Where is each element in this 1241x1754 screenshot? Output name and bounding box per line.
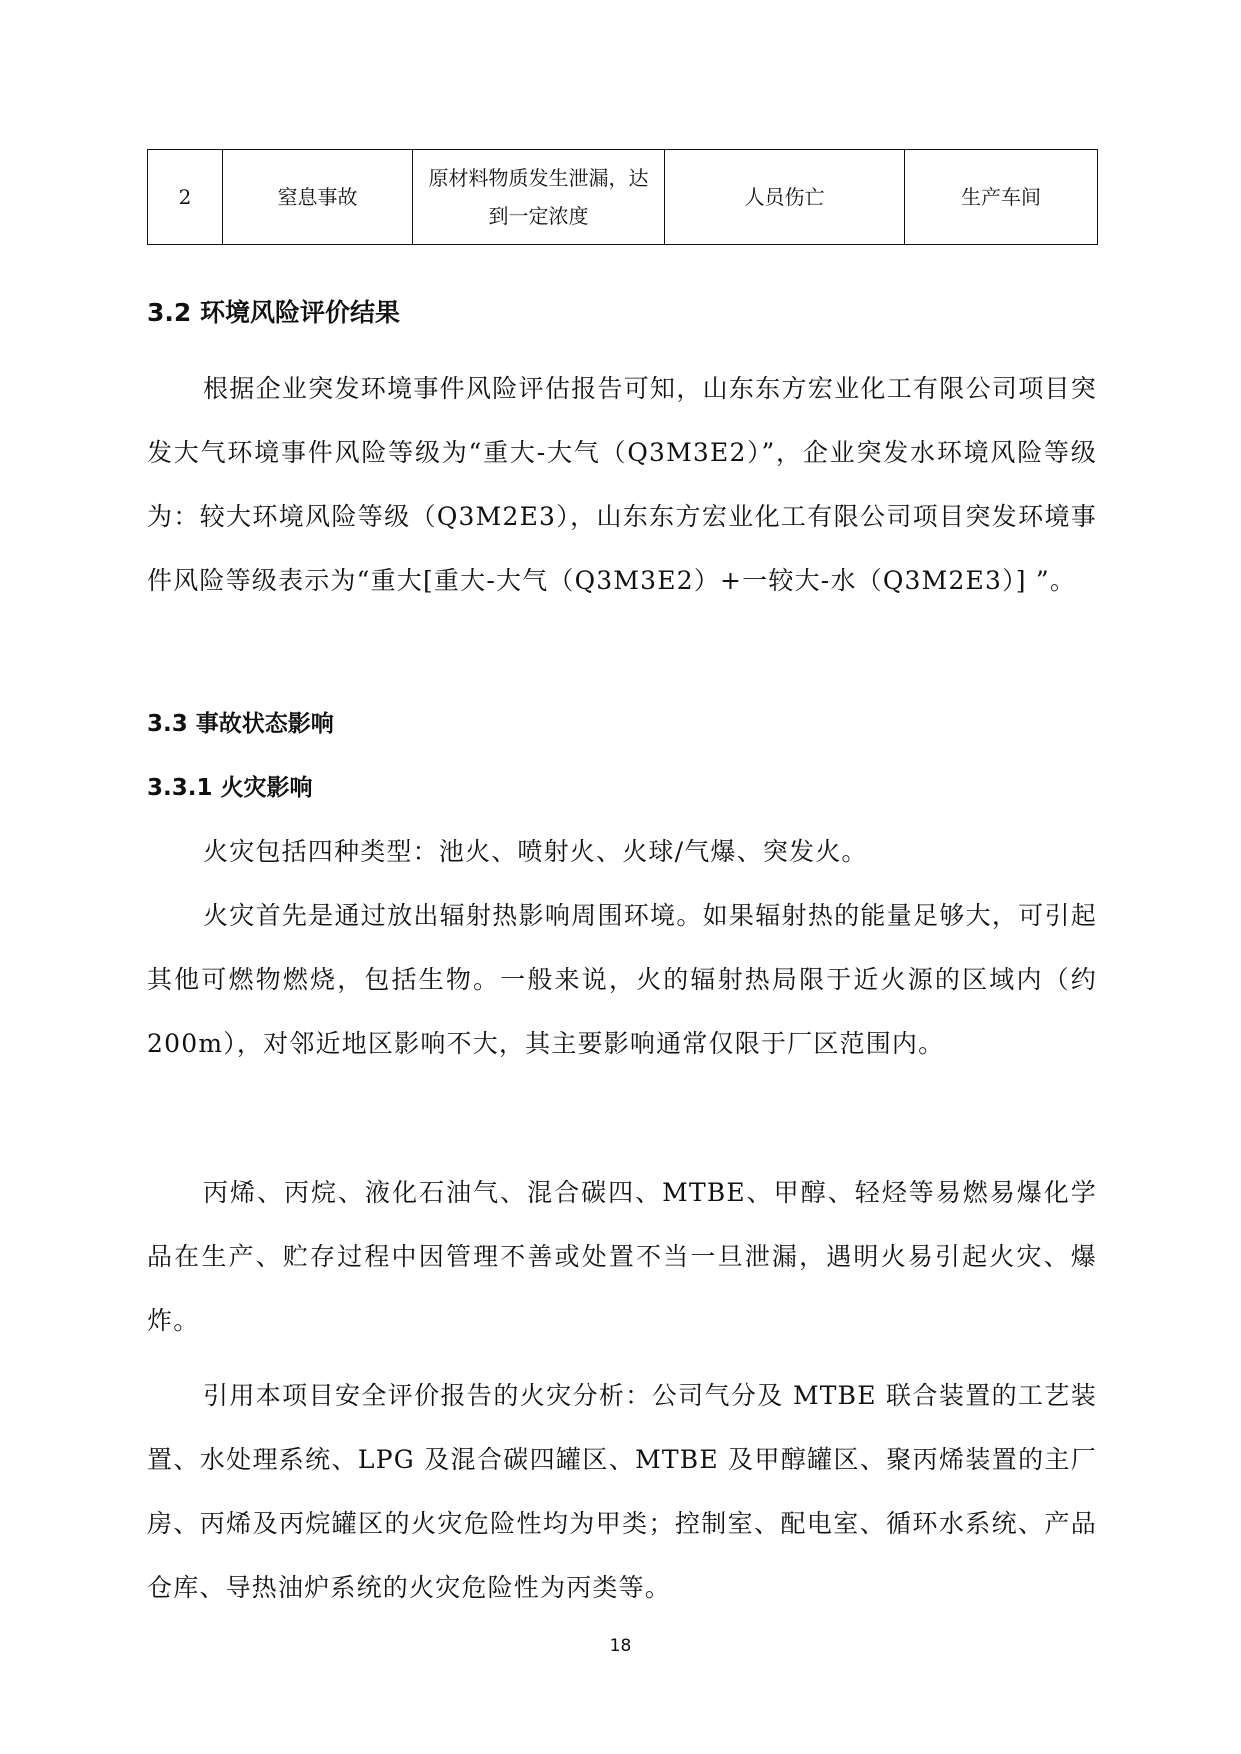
section-heading-3-2: 3.2 环境风险评价结果 bbox=[147, 298, 400, 327]
paragraph-fire-types: 火灾包括四种类型：池火、喷射火、火球/气爆、突发火。 bbox=[203, 837, 868, 866]
paragraph-fire-radiation: 火灾首先是通过放出辐射热影响周围环境。如果辐射热的能量足够大，可引起其他可燃物燃烧，包括生物。一般来说，火的辐射热局限于近火源的区域内（约 200m），对邻近地区影响不大，其主要影响通常仅限于厂区范围内。 bbox=[147, 901, 1097, 1058]
paragraph-risk-result: 根据企业突发环境事件风险评估报告可知，山东东方宏业化工有限公司项目突发大气环境事件风险等级为“重大-大气（Q3M3E2）”，企业突发水环境风险等级为：较大环境风险等级（Q3M2E3），山东东方宏业化工有限公司项目突发环境事件风险等级表示为“重大[重大-大气（Q3M3E2）+一较大-水（Q3M2E3）] ”。 bbox=[147, 374, 1097, 595]
section-heading-3-3-1: 3.3.1 火灾影响 bbox=[147, 775, 313, 801]
table-cell-accident-type: 窒息事故 bbox=[223, 150, 413, 245]
table-cell-no: 2 bbox=[148, 150, 223, 245]
table-row bbox=[148, 150, 1098, 245]
table-cell-consequence: 人员伤亡 bbox=[665, 150, 905, 245]
table-cell-location: 生产车间 bbox=[905, 150, 1098, 245]
paragraph-flammable-chemicals: 丙烯、丙烷、液化石油气、混合碳四、MTBE、甲醇、轻烃等易燃易爆化学品在生产、贮存过程中因管理不善或处置不当一旦泄漏，遇明火易引起火灾、爆炸。 bbox=[147, 1178, 1097, 1335]
risk-table bbox=[147, 149, 1098, 245]
table-cell-cause: 原材料物质发生泄漏，达到一定浓度 bbox=[413, 150, 665, 245]
page-number: 18 bbox=[609, 1636, 632, 1656]
paragraph-safety-evaluation: 引用本项目安全评价报告的火灾分析：公司气分及 MTBE 联合装置的工艺装置、水处理系统、LPG 及混合碳四罐区、MTBE 及甲醇罐区、聚丙烯装置的主厂房、丙烯及丙烷罐区的火灾危险性均为甲类；控制室、配电室、循环水系统、产品仓库、导热油炉系统的火灾危险性为丙类等。 bbox=[147, 1381, 1097, 1602]
section-heading-3-3: 3.3 事故状态影响 bbox=[147, 711, 334, 737]
